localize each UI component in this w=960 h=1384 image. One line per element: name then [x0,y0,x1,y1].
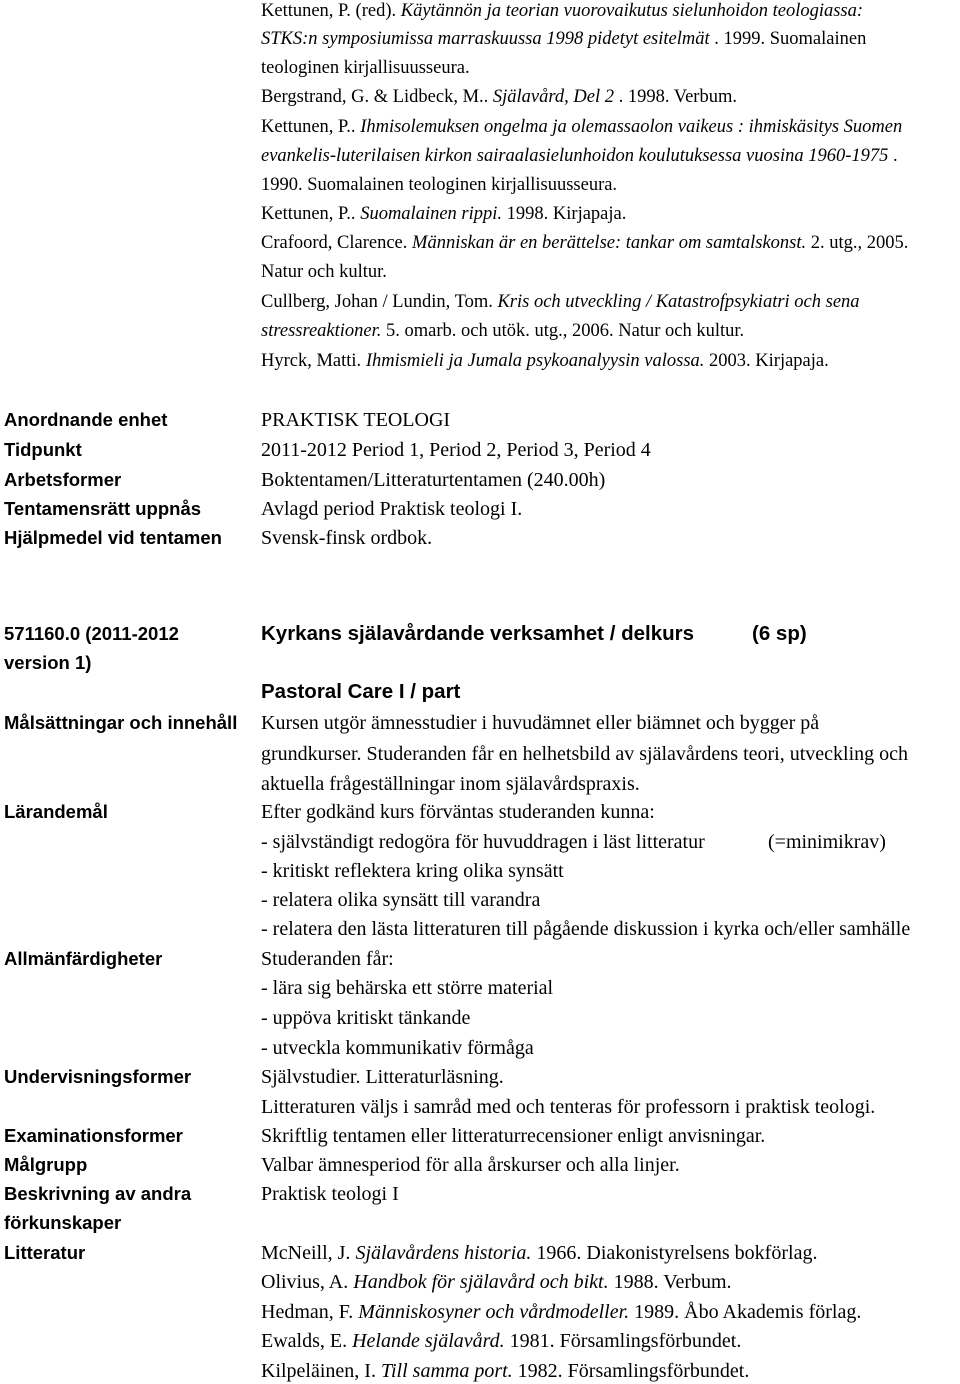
info-label: Tidpunkt [4,439,82,460]
reference-line [261,144,898,168]
reference-line [261,115,902,139]
reference-title: Ihmismieli ja Jumala psykoanalyysin valossa. [365,351,705,371]
reference-author: Kettunen, P.. [261,204,361,224]
reference-line [261,202,626,226]
reference-title: Helande själavård. [352,1330,505,1352]
reference-author: Bergstrand, G. & Lidbeck, M.. [261,87,493,107]
info-value: PRAKTISK TEOLOGI [261,409,451,431]
section-text-line: - utveckla kommunikativ förmåga [261,1037,534,1059]
reference-line [261,319,744,343]
reference-title: Till samma port. [380,1360,513,1382]
section-text-line: Valbar ämnesperiod för alla årskurser och alla linjer. [261,1154,680,1176]
info-label: Hjälpmedel vid tentamen [4,527,222,548]
reference-title: stressreaktioner. [261,321,382,341]
reference-title: Kris och utveckling / Katastrofpsykiatri och sena [497,292,860,312]
section-label: Allmänfärdigheter [4,948,163,969]
reference-title: Själavård, Del 2 [492,87,614,107]
section-label: Examinationsformer [4,1125,183,1146]
minimum-requirement-note: (=minimikrav) [768,831,886,853]
section-text-line: Praktisk teologi I [261,1183,399,1205]
reference-publication: . 1999. Suomalainen [709,29,867,49]
course-title-swedish: Kyrkans själavårdande verksamhet / delkurs [261,622,695,645]
section-label: Målgrupp [4,1154,88,1175]
reference-publication: 5. omarb. och utök. utg., 2006. Natur och kultur. [381,321,745,341]
reference-author: Kettunen, P.. [261,117,361,137]
section-text-line: - uppöva kritiskt tänkande [261,1007,471,1029]
reference-line [261,349,829,373]
reference-author: Olivius, A. [261,1271,354,1293]
reference-line [261,27,866,51]
reference-title: Handbok för själavård och bikt. [353,1271,609,1293]
info-value: Boktentamen/Litteraturtentamen (240.00h) [261,469,606,491]
reference-author: Ewalds, E. [261,1330,353,1352]
literature-item [261,1270,732,1294]
section-text-line: - relatera olika synsätt till varandra [261,889,541,911]
course-code: 571160.0 (2011-2012 version 1) [4,623,179,673]
reference-publication: 1982. Församlingsförbundet. [512,1360,750,1382]
reference-publication: 1998. Kirjapaja. [502,204,627,224]
reference-title: Käytännön ja teorian vuorovaikutus sielunhoidon teologiassa: [400,1,864,21]
section-text-line: Efter godkänd kurs förväntas studeranden kunna: [261,801,655,823]
section-label: Litteratur [4,1242,86,1263]
reference-author: Kilpeläinen, I. [261,1360,381,1382]
reference-line [261,173,617,197]
section-text-line: - lära sig behärska ett större material [261,977,554,999]
section-label: Målsättningar och innehåll [4,712,238,733]
reference-publication: Natur och kultur. [261,262,387,282]
section-text-line: Kursen utgör ämnesstudier i huvudämnet eller biämnet och bygger på [261,712,820,734]
section-text-line: aktuella frågeställningar inom själavårdspraxis. [261,773,640,795]
section-text-line: Litteraturen väljs i samråd med och tenteras för professorn i praktisk teologi. [261,1096,876,1118]
reference-author: McNeill, J. [261,1242,356,1264]
reference-line [261,56,470,80]
reference-publication: . [888,146,898,166]
section-text-line: - självständigt redogöra för huvuddragen i läst litteratur [261,831,705,853]
reference-title: evankelis-luterilaisen kirkon sairaalasielunhoidon koulutuksessa vuosina 1960-1975 [261,146,889,166]
info-label: Arbetsformer [4,469,122,490]
reference-publication: 2. utg., 2005. [806,233,909,253]
reference-author: Hyrck, Matti. [261,351,366,371]
section-label: Lärandemål [4,801,108,822]
literature-item [261,1329,741,1353]
reference-publication: 1988. Verbum. [608,1271,732,1293]
reference-line [261,290,860,314]
section-text-line: - kritiskt reflektera kring olika synsätt [261,860,564,882]
reference-line [261,231,908,255]
reference-title: Människosyner och vårdmodeller. [358,1301,630,1323]
info-value: Svensk-finsk ordbok. [261,527,433,549]
reference-author: Cullberg, Johan / Lundin, Tom. [261,292,498,312]
reference-publication: teologinen kirjallisuusseura. [261,58,470,78]
reference-line [261,0,863,23]
reference-publication: 2003. Kirjapaja. [704,351,829,371]
info-label: Anordnande enhet [4,409,168,430]
reference-line [261,260,387,284]
reference-publication: 1981. Församlingsförbundet. [504,1330,742,1352]
reference-author: Crafoord, Clarence. [261,233,413,253]
info-value: Avlagd period Praktisk teologi I. [261,498,523,520]
section-label: Beskrivning av andra förkunskaper [4,1183,192,1233]
literature-item [261,1300,861,1324]
literature-item [261,1241,817,1265]
section-text-line: Studeranden får: [261,948,394,970]
info-label: Tentamensrätt uppnås [4,498,202,519]
course-credits: (6 sp) [752,622,807,645]
info-value: 2011-2012 Period 1, Period 2, Period 3, Period 4 [261,439,651,461]
reference-author: Hedman, F. [261,1301,359,1323]
section-text-line: Självstudier. Litteraturläsning. [261,1066,504,1088]
reference-author: Kettunen, P. (red). [261,1,401,21]
reference-title: Människan är en berättelse: tankar om samtalskonst. [412,233,807,253]
reference-publication: 1990. Suomalainen teologinen kirjallisuusseura. [261,175,618,195]
reference-publication: 1966. Diakonistyrelsens bokförlag. [531,1242,818,1264]
section-text-line: Skriftlig tentamen eller litteraturrecensioner enligt anvisningar. [261,1125,766,1147]
section-label: Undervisningsformer [4,1066,192,1087]
reference-title: Själavårdens historia. [355,1242,532,1264]
reference-title: Suomalainen rippi. [360,204,503,224]
course-title-english: Pastoral Care I / part [261,680,461,703]
literature-item [261,1359,749,1383]
section-text-line: grundkurser. Studeranden får en helhetsbild av själavårdens teori, utveckling och [261,743,909,765]
reference-publication: . 1998. Verbum. [614,87,737,107]
section-text-line: - relatera den lästa litteraturen till pågående diskussion i kyrka och/eller samhälle [261,918,911,940]
reference-publication: 1989. Åbo Akademis förlag. [629,1301,862,1323]
reference-line [261,85,737,109]
reference-title: Ihmisolemuksen ongelma ja olemassaolon vaikeus : ihmiskäsitys Suomen [360,117,903,137]
reference-title: STKS:n symposiumissa marraskuussa 1998 pidetyt esitelmät [261,29,710,49]
